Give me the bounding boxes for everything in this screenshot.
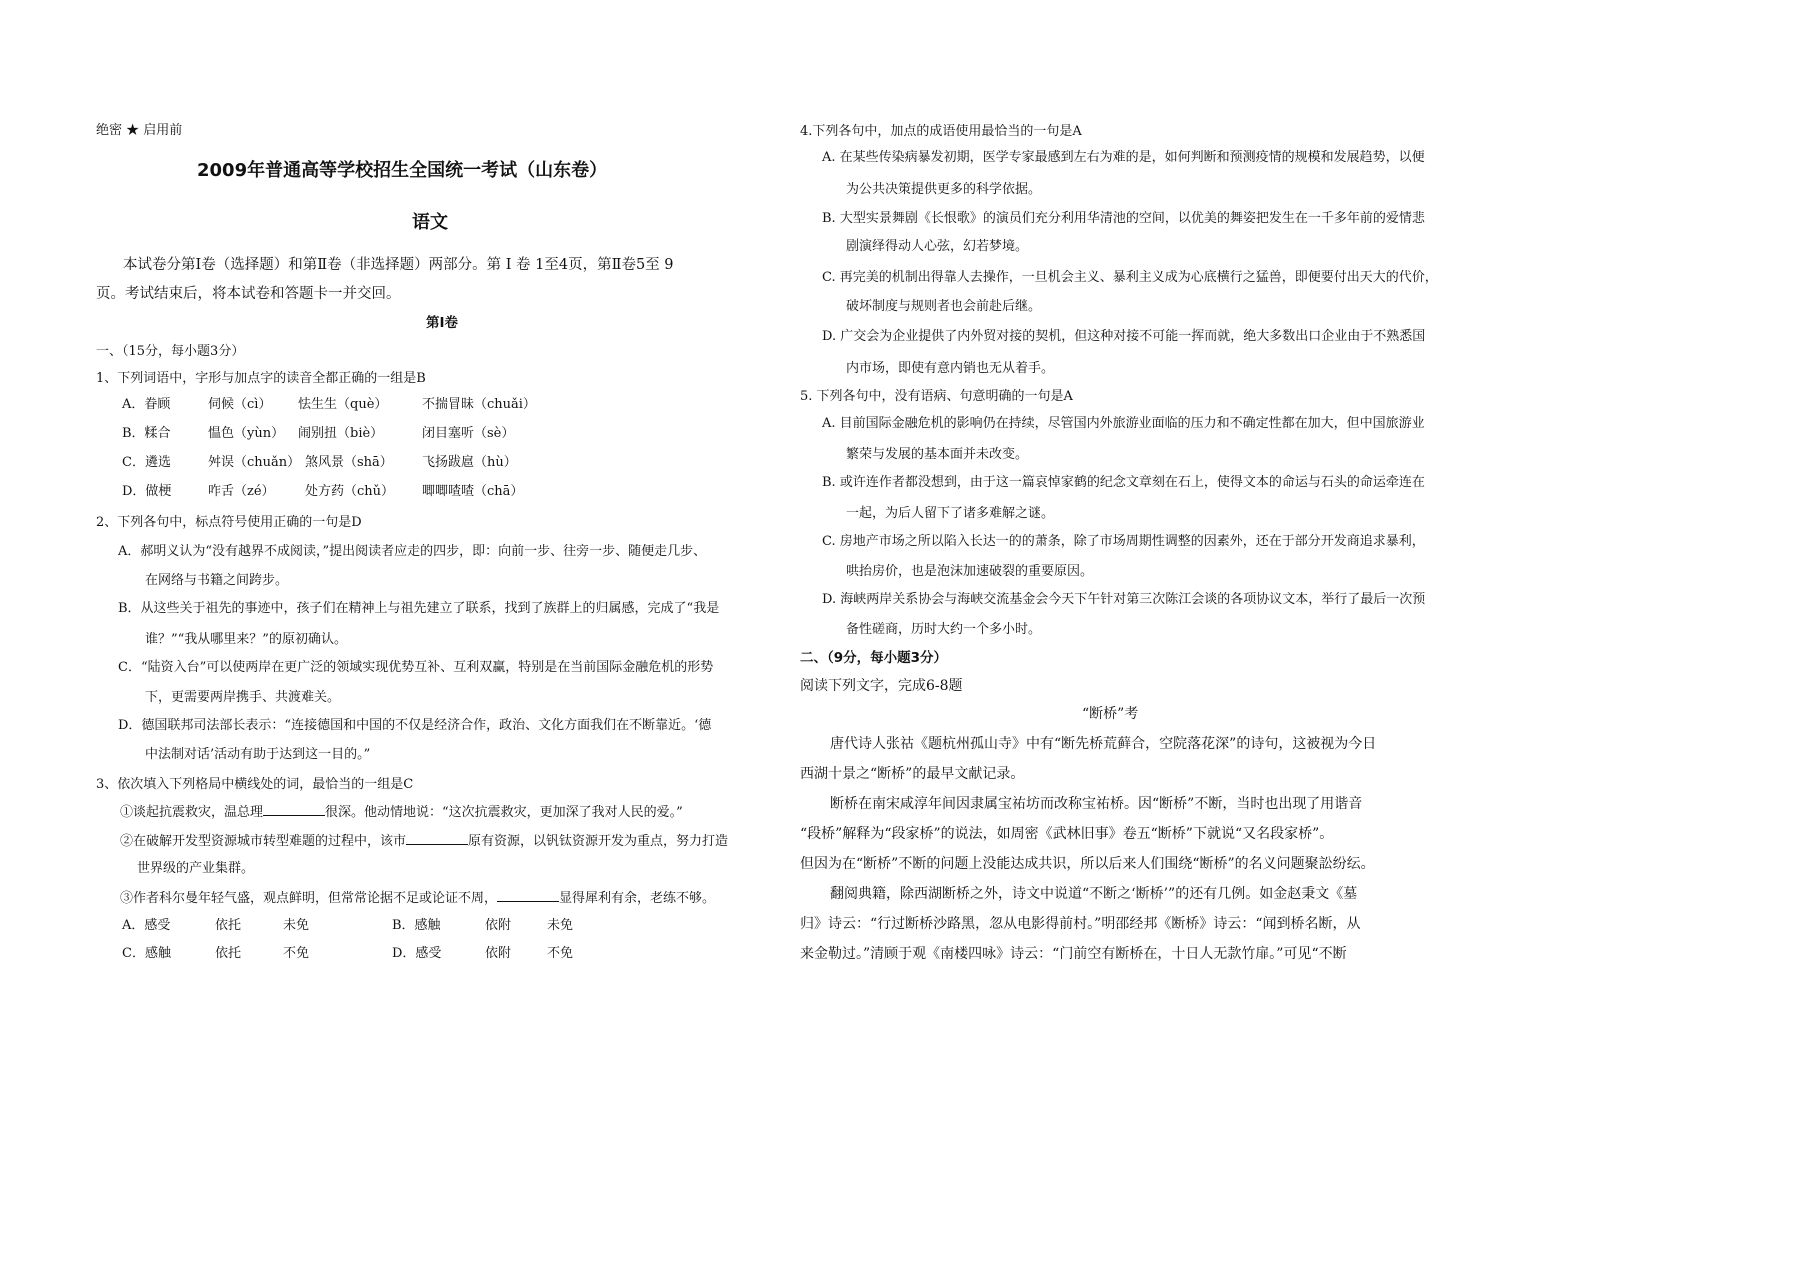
q1-option-cell: 咋舌（zé） <box>208 484 275 499</box>
q3-option-cell: C．感触 <box>122 946 171 961</box>
article-line: “段桥”解释为“段家桥”的说法，如周密《武林旧事》卷五“断桥”下就说“又名段家桥”。 <box>800 826 1334 842</box>
q1-option-cell: C．遴选 <box>122 455 171 470</box>
q2-option-a-cont: 在网络与书籍之间跨步。 <box>145 573 289 588</box>
article-line: 翻阅典籍，除西湖断桥之外，诗文中说道“不断之‘断桥’”的还有几例。如金赵秉文《墓 <box>830 886 1358 902</box>
q1-option-cell: 飞扬跋扈（hù） <box>422 455 517 470</box>
intro-line-1: 本试卷分第Ⅰ卷（选择题）和第Ⅱ卷（非选择题）两部分。第 Ⅰ 卷 1至4页，第Ⅱ卷5至 9 <box>123 257 674 273</box>
q3-sentence-3 <box>120 890 715 907</box>
q3-option-cell: B．感触 <box>392 918 441 933</box>
article-line: 来金勒过。”清顾于观《南楼四咏》诗云：“门前空有断桥在，十日人无款竹扉。”可见“不断 <box>800 946 1347 962</box>
intro-line-2: 页。考试结束后，将本试卷和答题卡一并交回。 <box>96 286 401 302</box>
q2-option-b: B．从这些关于祖先的事迹中，孩子们在精神上与祖先建立了联系，找到了族群上的归属感，完成了“我是 <box>118 601 720 616</box>
q5-stem: 5. 下列各句中，没有语病、句意明确的一句是A <box>800 389 1073 404</box>
q3-s3-pre: ③作者科尔曼年轻气盛，观点鲜明，但常常论据不足或论证不周， <box>120 891 498 906</box>
q4-option-b: B. 大型实景舞剧《长恨歌》的演员们充分利用华清池的空间，以优美的舞姿把发生在一千多年前的爱情悲 <box>822 211 1425 226</box>
q5-option-a-cont: 繁荣与发展的基本面并未改变。 <box>846 447 1029 462</box>
q3-sentence-2-cont: 世界级的产业集群。 <box>137 861 255 876</box>
fill-blank <box>406 833 468 845</box>
q1-option-cell: A．眷顾 <box>122 397 171 412</box>
secret-mark: 绝密 ★ 启用前 <box>96 123 183 138</box>
article-line: 断桥在南宋咸淳年间因隶属宝祐坊而改称宝祐桥。因“断桥”不断，当时也出现了用谐音 <box>830 796 1363 812</box>
section1-heading: 一、（15分，每小题3分） <box>96 344 245 359</box>
q4-stem: 4.下列各句中，加点的成语使用最恰当的一句是A <box>800 124 1082 139</box>
q3-option-cell: A．感受 <box>122 918 171 933</box>
q2-option-c-cont: 下，更需要两岸携手、共渡难关。 <box>145 690 341 705</box>
q3-s3-post: 显得犀利有余，老练不够。 <box>559 891 716 906</box>
q5-option-d: D. 海峡两岸关系协会与海峡交流基金会今天下午针对第三次陈江会谈的各项协议文本，举行了最后一次预 <box>822 592 1426 607</box>
q2-option-d-cont: 中法制对话’活动有助于达到这一目的。” <box>145 747 371 762</box>
q2-option-d: D．德国联邦司法部长表示：“连接德国和中国的不仅是经济合作，政治、文化方面我们在不断靠近。‘德 <box>118 718 712 733</box>
q4-option-b-cont: 剧演绎得动人心弦，幻若梦境。 <box>846 239 1029 254</box>
q1-option-cell: 愠色（yùn） <box>208 426 285 441</box>
q2-option-b-cont: 谁？”“我从哪里来？”的原初确认。 <box>145 632 347 647</box>
q1-option-cell: B．糅合 <box>122 426 171 441</box>
fill-blank <box>497 890 559 902</box>
q1-option-cell: 伺候（cì） <box>208 397 272 412</box>
q3-sentence-2 <box>120 833 728 850</box>
q1-option-cell: D．做梗 <box>122 484 172 499</box>
q2-option-c: C．“陆资入台”可以使两岸在更广泛的领域实现优势互补、互利双赢，特别是在当前国际金融危机的形势 <box>118 660 714 675</box>
fill-blank <box>263 804 325 816</box>
section2-instruction: 阅读下列文字，完成6-8题 <box>800 678 963 694</box>
q3-option-cell: 依托 <box>215 918 242 933</box>
q3-option-cell: 依托 <box>215 946 242 961</box>
q3-option-cell: 不免 <box>283 946 310 961</box>
article-line: 但因为在“断桥”不断的问题上没能达成共识，所以后来人们围绕“断桥”的名义问题聚訟纷纭。 <box>800 856 1375 872</box>
q3-s2-post: 原有资源，以钒钛资源开发为重点，努力打造 <box>468 834 729 849</box>
article-line: 西湖十景之“断桥”的最早文献记录。 <box>800 766 1025 782</box>
q4-option-d-cont: 内市场，即使有意内销也无从着手。 <box>846 361 1055 376</box>
q2-option-a: A．郝明义认为“没有越界不成阅读，”提出阅读者应走的四步，即：向前一步、往旁一步、随便走几步、 <box>118 544 707 559</box>
q1-option-cell: 怯生生（què） <box>298 397 388 412</box>
section2-heading: 二、（9分，每小题3分） <box>800 650 948 666</box>
q3-sentence-1 <box>120 804 683 821</box>
q4-option-a-cont: 为公共决策提供更多的科学依据。 <box>846 182 1042 197</box>
q1-option-cell: 煞风景（shā） <box>305 455 393 470</box>
q4-option-c-cont: 破坏制度与规则者也会前赴后继。 <box>846 299 1042 314</box>
q3-s1-post: 很深。他动情地说：“这次抗震救灾，更加深了我对人民的爱。” <box>325 805 683 820</box>
q3-option-cell: 不免 <box>547 946 574 961</box>
exam-title: 2009年普通高等学校招生全国统一考试（山东卷） <box>197 160 608 181</box>
q1-stem: 1、下列词语中，字形与加点字的读音全都正确的一组是B <box>96 371 426 386</box>
q3-option-cell: 未免 <box>283 918 310 933</box>
q1-option-cell: 闹别扭（biè） <box>298 426 384 441</box>
q3-option-cell: 依附 <box>485 946 512 961</box>
q1-option-cell: 处方药（chǔ） <box>305 484 395 499</box>
q3-option-cell: D．感受 <box>392 946 442 961</box>
q5-option-a: A. 目前国际金融危机的影响仍在持续，尽管国内外旅游业面临的压力和不确定性都在加大，但中国旅游业 <box>822 416 1425 431</box>
q5-option-c-cont: 哄抬房价，也是泡沫加速破裂的重要原因。 <box>846 564 1094 579</box>
q3-s2-pre: ②在破解开发型资源城市转型难题的过程中，该市 <box>120 834 407 849</box>
q3-s1-pre: ①谈起抗震救灾，温总理 <box>120 805 264 820</box>
article-title: “断桥”考 <box>1082 706 1139 722</box>
q1-option-cell: 唧唧喳喳（chā） <box>422 484 524 499</box>
q3-stem: 3、依次填入下列格局中横线处的词，最恰当的一组是C <box>96 777 414 792</box>
article-line: 归》诗云：“行过断桥沙路黑，忽从电影得前村。”明邵经邦《断桥》诗云：“闻到桥名断，从 <box>800 916 1361 932</box>
part1-heading: 第Ⅰ卷 <box>426 315 459 331</box>
q2-stem: 2、下列各句中，标点符号使用正确的一句是D <box>96 515 362 530</box>
q1-option-cell: 舛误（chuǎn） <box>208 455 301 470</box>
q3-option-cell: 未免 <box>547 918 574 933</box>
q5-option-c: C. 房地产市场之所以陷入长达一的的萧条，除了市场周期性调整的因素外，还在于部分开发商追求暴利， <box>822 534 1425 549</box>
q1-option-cell: 不揣冒昧（chuǎi） <box>422 397 536 412</box>
q4-option-d: D. 广交会为企业提供了内外贸对接的契机，但这种对接不可能一挥而就，绝大多数出口企业由于不熟悉国 <box>822 329 1426 344</box>
q5-option-b: B. 或许连作者都没想到，由于这一篇哀悼家鹤的纪念文章刻在石上，使得文本的命运与石头的命运牵连在 <box>822 475 1425 490</box>
article-line: 唐代诗人张祜《题杭州孤山寺》中有“断先桥荒藓合，空院落花深”的诗句，这被视为今日 <box>830 736 1377 752</box>
q5-option-b-cont: 一起，为后人留下了诸多难解之谜。 <box>846 506 1055 521</box>
q5-option-d-cont: 备性磋商，历时大约一个多小时。 <box>846 622 1042 637</box>
subject-title: 语文 <box>412 212 448 233</box>
q3-option-cell: 依附 <box>485 918 512 933</box>
q1-option-cell: 闭目塞听（sè） <box>422 426 515 441</box>
q4-option-a: A. 在某些传染病暴发初期，医学专家最感到左右为难的是，如何判断和预测疫情的规模和发展趋势，以便 <box>822 150 1425 165</box>
q4-option-c: C. 再完美的机制出得靠人去操作，一旦机会主义、暴利主义成为心底横行之猛兽，即便要付出天大的代价， <box>822 270 1438 285</box>
